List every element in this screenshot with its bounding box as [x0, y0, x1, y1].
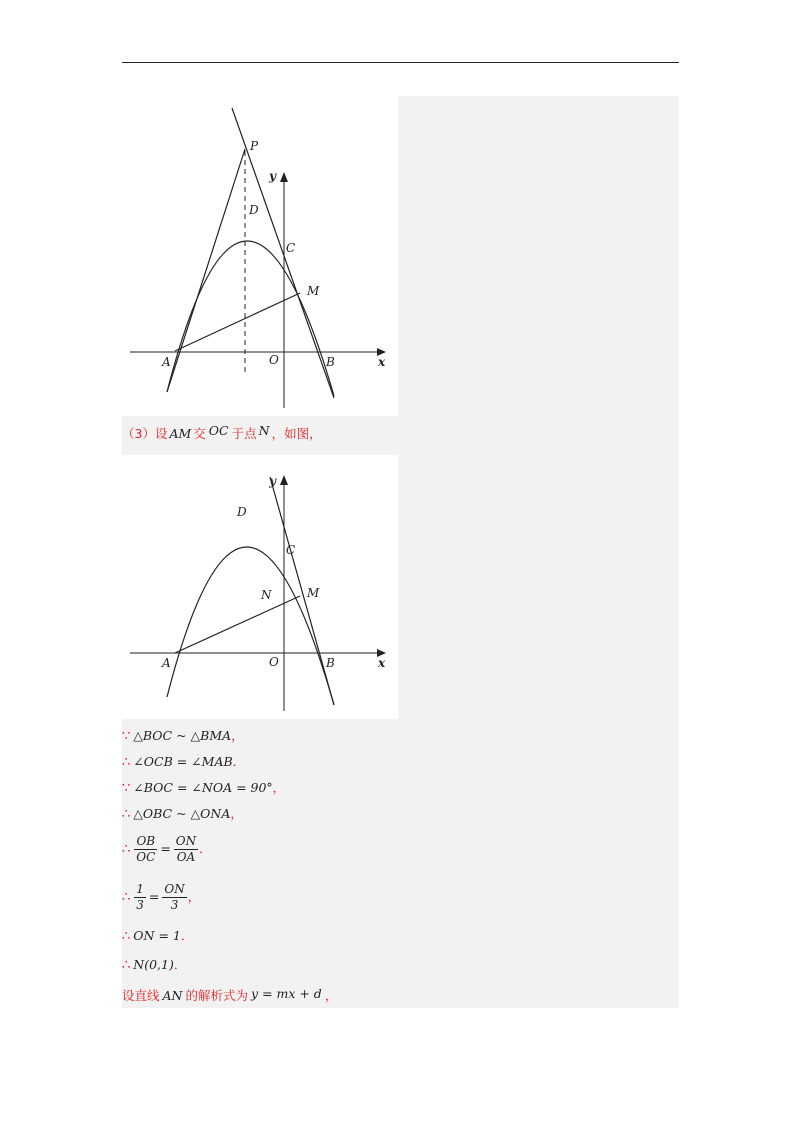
therefore-symbol: ∴	[122, 929, 131, 944]
parabola	[167, 241, 334, 396]
proof-line-6-end: ，	[187, 889, 201, 905]
fraction-ON-OA	[174, 834, 198, 865]
label-C: C	[286, 543, 296, 557]
because-symbol: ∵	[122, 781, 131, 796]
figure2-svg	[122, 455, 398, 719]
proof-line-8	[122, 959, 186, 972]
fraction-denominator: 3	[136, 898, 144, 912]
fraction-numerator: ON	[175, 834, 197, 848]
label-C: C	[286, 241, 296, 255]
fraction-numerator: ON	[164, 882, 185, 896]
label-A: A	[162, 355, 171, 369]
proof-line-2	[122, 756, 245, 769]
fraction-numerator: 1	[136, 882, 144, 896]
header-rule	[122, 62, 679, 63]
step3-jiao: 交	[193, 426, 206, 441]
label-x: x	[378, 355, 386, 369]
proof-line-9-prefix: 设直线	[122, 988, 160, 1003]
label-M: M	[307, 284, 320, 298]
label-B: B	[326, 355, 335, 369]
step3-yudian: 于点	[231, 426, 257, 441]
proof-line-7-expr: ON = 1	[133, 928, 181, 944]
proof-line-6	[122, 882, 200, 913]
proof-line-3	[122, 782, 285, 795]
segment-AM	[175, 293, 300, 351]
label-y: y	[269, 169, 276, 183]
proof-line-1	[122, 730, 244, 743]
label-O: O	[269, 655, 279, 669]
equals-sign: =	[148, 889, 160, 905]
fraction-1-3	[134, 882, 146, 913]
step3-AM: AM	[169, 426, 192, 441]
label-P: P	[250, 139, 259, 153]
label-M: M	[307, 586, 320, 600]
label-x: x	[378, 656, 386, 670]
proof-line-9-end: ，	[324, 988, 338, 1003]
therefore-symbol: ∴	[122, 755, 131, 770]
label-N: N	[261, 588, 272, 602]
label-y: y	[269, 474, 276, 488]
y-axis-arrow	[280, 172, 288, 182]
proof-line-7-end: ．	[180, 928, 194, 944]
figure1-svg	[122, 96, 398, 416]
therefore-symbol: ∴	[122, 842, 131, 857]
fraction-denominator: OA	[176, 850, 196, 864]
proof-line-1-expr: △BOC ~ △BMA	[133, 728, 232, 744]
equals-sign: =	[160, 841, 171, 857]
therefore-symbol: ∴	[122, 807, 131, 822]
segment-AM	[175, 596, 300, 653]
y-axis-arrow	[280, 475, 288, 485]
parabola	[167, 547, 334, 705]
because-symbol: ∵	[122, 729, 131, 744]
proof-line-8-end: ．	[173, 957, 187, 973]
step3-heading	[122, 423, 322, 441]
fraction-OB-OC	[134, 834, 157, 865]
label-O: O	[269, 353, 279, 367]
proof-line-2-expr: ∠OCB = ∠MAB	[133, 754, 233, 770]
proof-line-9-AN: AN	[162, 988, 183, 1003]
proof-line-5-end: ．	[199, 841, 212, 857]
proof-line-3-end: ，	[272, 780, 286, 796]
therefore-symbol: ∴	[122, 958, 131, 973]
tangent-line-PA	[167, 149, 245, 392]
fraction-denominator: 3	[170, 898, 179, 912]
figure-parabola-with-N	[122, 455, 398, 719]
step3-N: N	[258, 423, 270, 438]
proof-line-5	[122, 834, 212, 865]
step3-OC: OC	[208, 423, 229, 438]
proof-line-9	[122, 986, 338, 1003]
proof-line-4	[122, 808, 243, 821]
therefore-symbol: ∴	[122, 890, 131, 905]
proof-line-8-expr: N(0,1)	[133, 957, 174, 973]
fraction-numerator: OB	[136, 834, 156, 848]
proof-line-4-end: ，	[230, 806, 243, 822]
step3-prefix: （3）设	[122, 426, 168, 441]
fraction-ON-3	[162, 882, 186, 913]
proof-line-1-end: ，	[231, 728, 244, 744]
proof-line-3-expr: ∠BOC = ∠NOA = 90°	[133, 780, 273, 796]
proof-line-4-expr: △OBC ~ △ONA	[133, 806, 231, 822]
fraction-denominator: OC	[136, 850, 156, 864]
proof-line-2-end: ．	[232, 754, 246, 770]
line-CB	[270, 477, 334, 705]
proof-line-7	[122, 930, 193, 943]
label-D: D	[237, 505, 247, 519]
label-A: A	[162, 656, 171, 670]
line-PB	[232, 108, 334, 398]
figure-parabola-with-tangents	[122, 96, 398, 416]
label-B: B	[326, 656, 335, 670]
step3-suffix: ，如图，	[271, 426, 322, 441]
proof-line-9-expr: y = mx + d	[251, 986, 322, 1001]
proof-line-9-mid: 的解析式为	[185, 988, 248, 1003]
label-D: D	[249, 203, 259, 217]
